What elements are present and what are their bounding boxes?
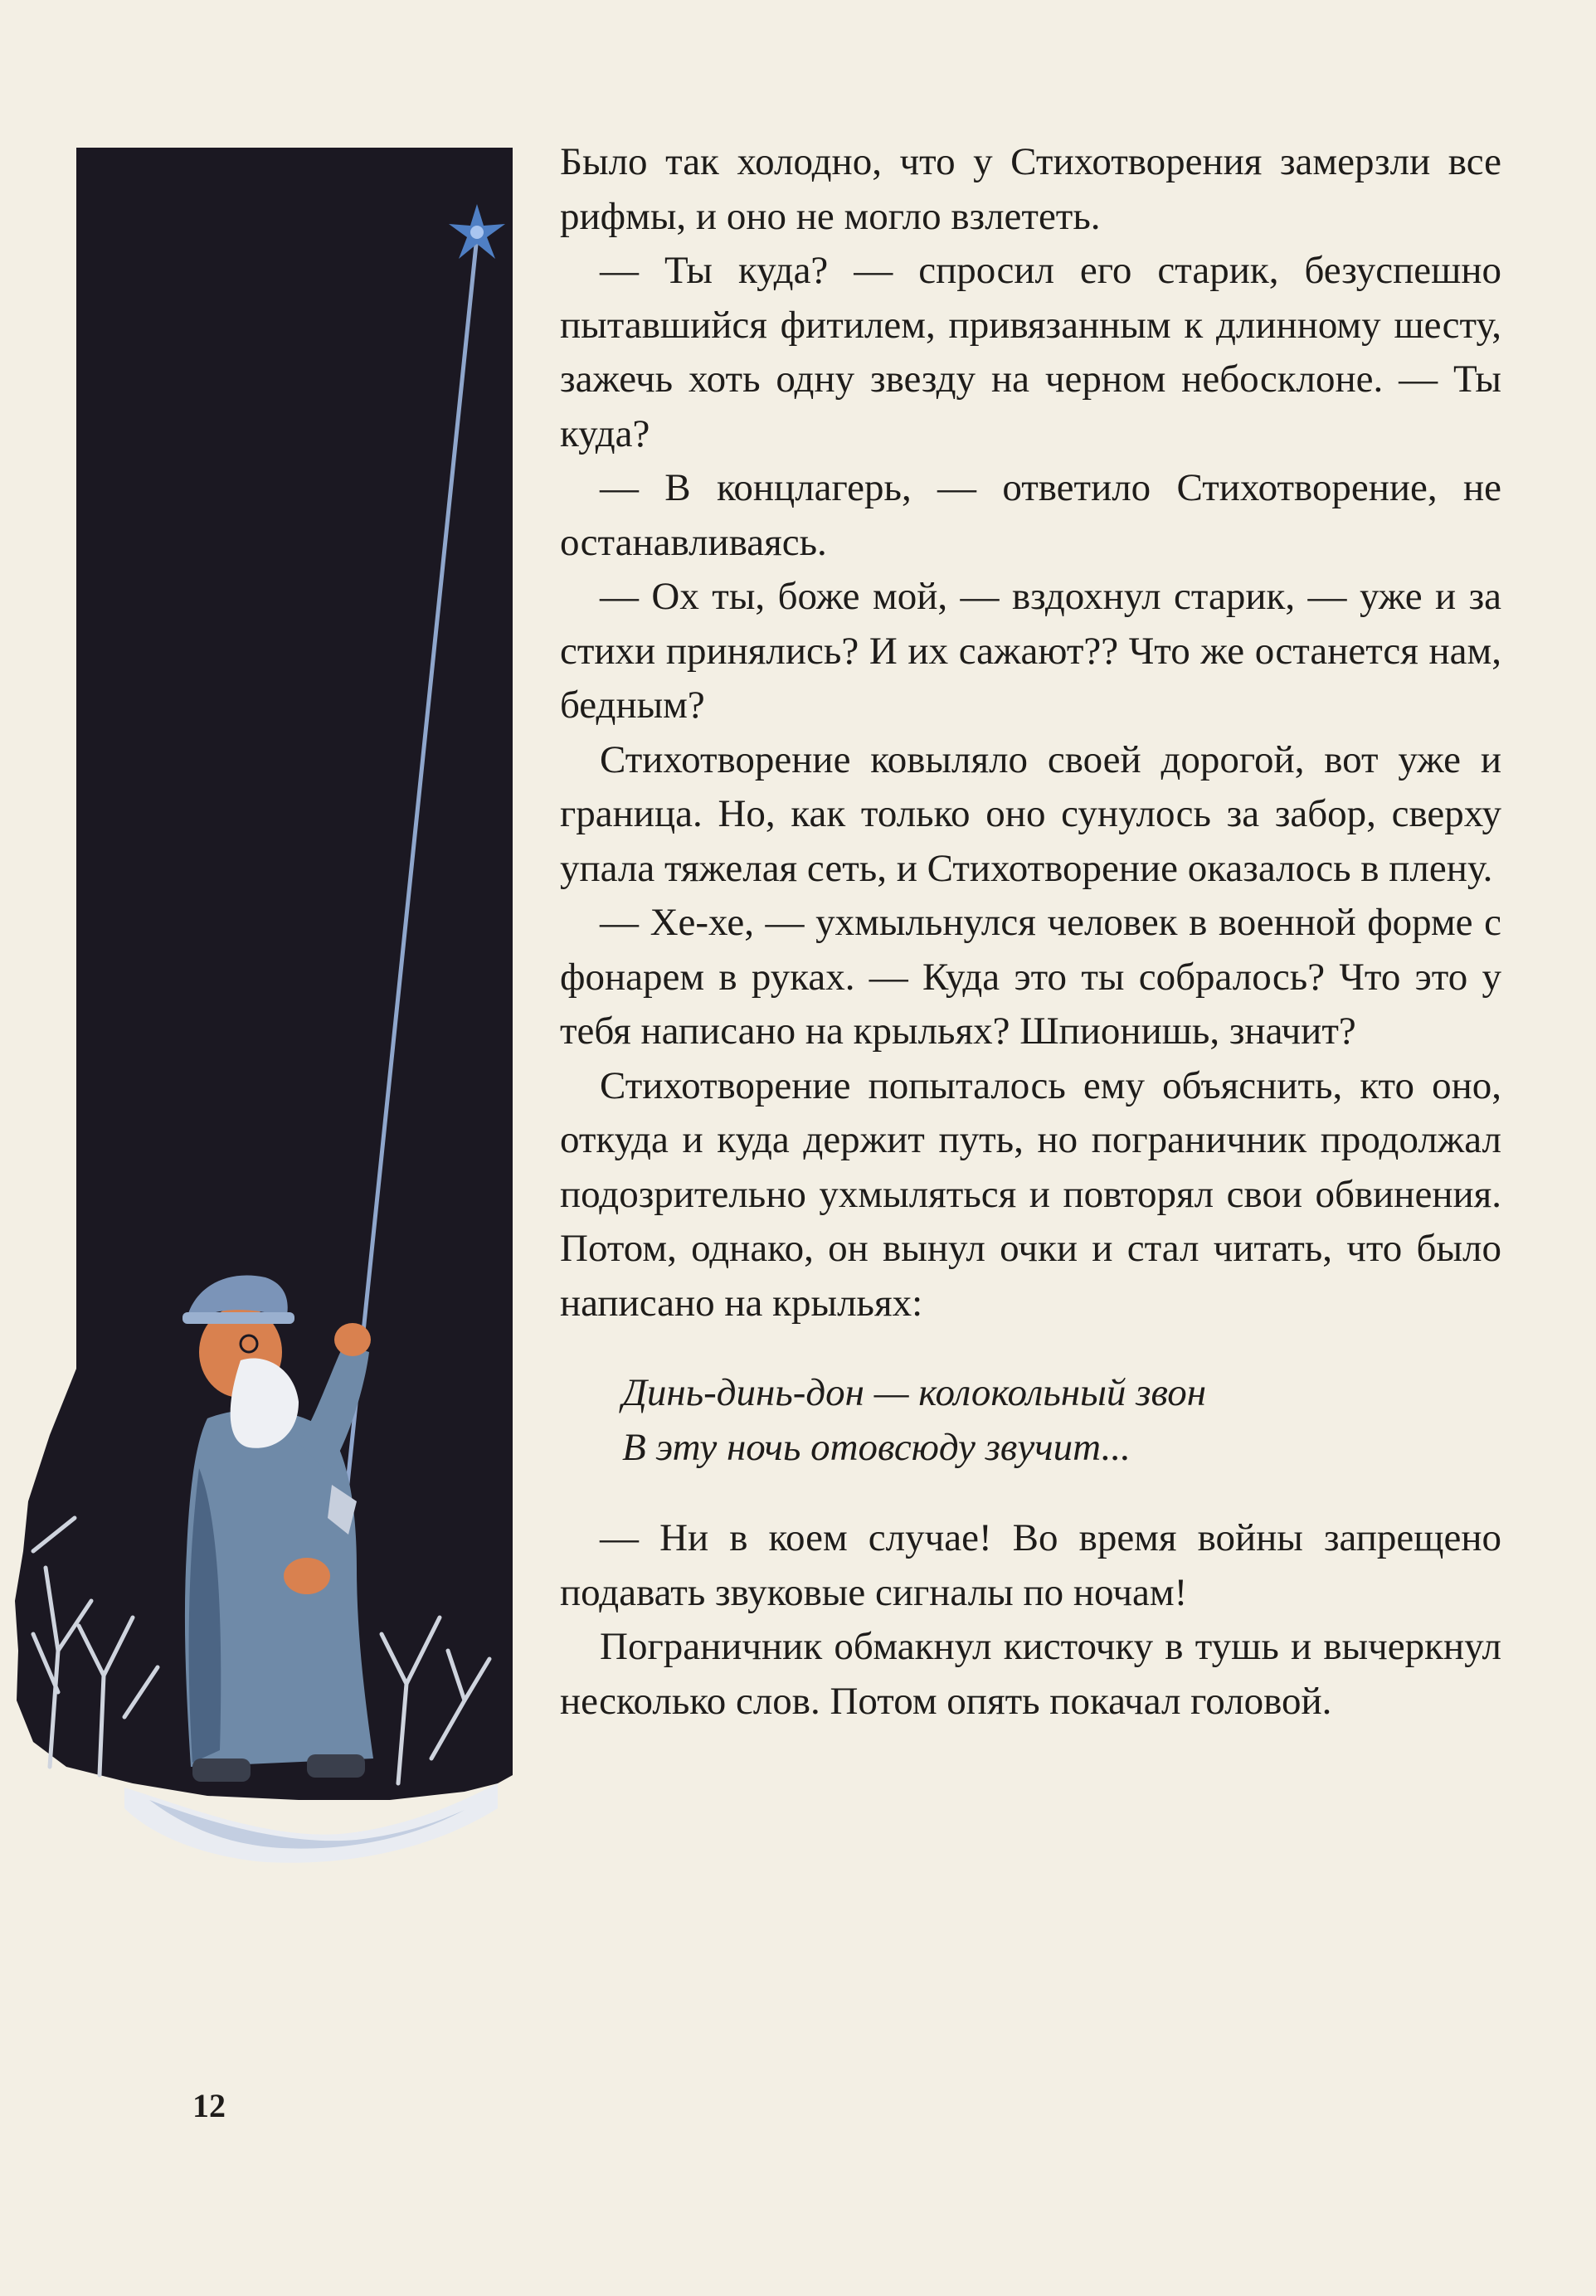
old-man-boot-right [307, 1754, 365, 1778]
paragraph-2: — Ты куда? — спросил его старик, безуспешно пытавшийся фитилем, привязанным к длинному шесту, зажечь хоть одну звезду на черном небосклоне. — Ты куда? [560, 249, 1501, 455]
old-man-figure [182, 1275, 373, 1782]
page-number: 12 [192, 2087, 226, 2124]
paragraph-9: Пограничник обмакнул кисточку в тушь и вычеркнул несколько слов. Потом опять покачал головой. [560, 1625, 1501, 1723]
verse-line-2: В эту ночь отовсюду звучит... [622, 1425, 1131, 1469]
verse-line-1: Динь-динь-дон — колокольный звон [622, 1371, 1207, 1414]
old-man-hat-brim [182, 1312, 294, 1324]
night-illustration [0, 141, 514, 1908]
paragraph-4: — Ох ты, боже мой, — вздохнул старик, — уже и за стихи принялись? И их сажают?? Что же останется нам, бедным? [560, 575, 1501, 727]
story-text [560, 135, 1501, 1729]
old-man-lower-hand [284, 1558, 330, 1594]
paragraph-3: — В концлагерь, — ответило Стихотворение, не останавливаясь. [560, 466, 1501, 564]
old-man-star-lighter-illustration [0, 141, 514, 1908]
old-man-boot-left [192, 1758, 251, 1782]
paragraph-5: Стихотворение ковыляло своей дорогой, вот уже и граница. Но, как только оно сунулось за забор, сверху упала тяжелая сеть, и Стихотворение оказалось в плену. [560, 737, 1501, 890]
paragraph-1: Было так холодно, что у Стихотворения замерзли все рифмы, и оно не могло взлететь. [560, 140, 1501, 238]
paragraph-7: Стихотворение попыталось ему объяснить, кто оно, откуда и куда держит путь, но пограничник продолжал подозрительно ухмыляться и повторял свои обвинения. Потом, однако, он вынул очки и стал читать, что было написано на крыльях: [560, 1063, 1501, 1325]
old-man-hand [334, 1323, 371, 1356]
verse-block [622, 1366, 1501, 1475]
paragraph-8: — Ни в коем случае! Во время войны запрещено подавать звуковые сигналы по ночам! [560, 1516, 1501, 1614]
paragraph-6: — Хе-хе, — ухмыльнулся человек в военной форме с фонарем в руках. — Куда это ты собралось? Что это у тебя написано на крыльях? Шпионишь, значит? [560, 901, 1501, 1053]
